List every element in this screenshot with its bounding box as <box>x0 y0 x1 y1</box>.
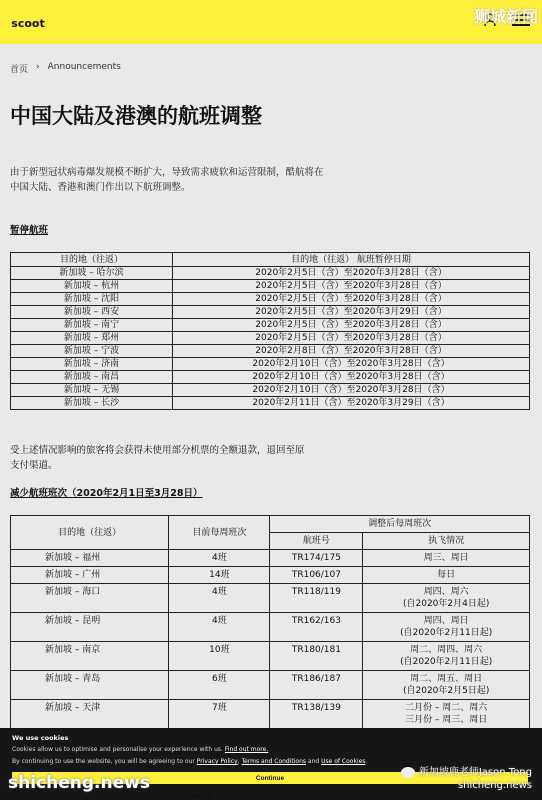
page-title: 中国大陆及港澳的航班调整 <box>10 104 262 128</box>
intro-text: 由于新型冠状病毒爆发规模不断扩大，导致需求疲软和运营限制，酷航将在中国大陆、香港和澳门作出以下航班调整。 <box>10 167 324 193</box>
feedback-button[interactable]: FEEDBACK <box>174 792 213 800</box>
reduced-heading: 减少航班班次（2020年2月1日至3月28日） <box>10 488 203 499</box>
cell-destination: 新加坡 – 无锡 <box>11 384 173 397</box>
cell-destination: 新加坡 – 昆明 <box>11 613 169 642</box>
cell-suspension-dates: 2020年2月5日（含）至2020年3月28日（含） <box>173 319 530 332</box>
cell-suspension-dates: 2020年2月5日（含）至2020年3月29日（含） <box>173 306 530 319</box>
table-row <box>11 700 530 729</box>
cell-current-frequency: 4班 <box>169 613 270 642</box>
table-row <box>11 397 530 410</box>
status-line: 周二、周四、周六 <box>410 645 483 655</box>
table-row <box>11 550 530 567</box>
breadcrumb-current[interactable]: Announcements <box>47 62 121 72</box>
cell-flight-number: TR186/187 <box>270 671 363 700</box>
status-line: 周二、周五、周日 <box>410 674 483 684</box>
cookie-line-1 <box>12 746 268 753</box>
watermark-bottom-left: shicheng.news <box>8 773 150 793</box>
cell-current-frequency: 4班 <box>169 550 270 567</box>
cell-destination: 新加坡 – 福州 <box>11 550 169 567</box>
cell-suspension-dates: 2020年2月5日（含）至2020年3月28日（含） <box>173 267 530 280</box>
cell-flight-number: TR162/163 <box>270 613 363 642</box>
cell-destination: 新加坡 – 南京 <box>11 642 169 671</box>
cell-destination: 新加坡 – 天津 <box>11 700 169 729</box>
status-line: 每日 <box>437 570 456 580</box>
status-line: 二月份 – 周二、周六 <box>405 703 488 713</box>
cell-suspension-dates: 2020年2月10日（含）至2020年3月28日（含） <box>173 371 530 384</box>
cell-flight-number: TR118/119 <box>270 584 363 613</box>
status-line: 周四、周日 <box>423 616 469 626</box>
cookie-heading: We use cookies <box>12 734 69 742</box>
table-row <box>11 358 530 371</box>
cell-flight-number: TR138/139 <box>270 700 363 729</box>
cell-operation-status <box>363 642 530 671</box>
status-line: (自2020年2月11日起) <box>400 628 493 638</box>
watermark-top: 狮城新闻 <box>473 7 538 26</box>
cell-destination: 新加坡 – 西安 <box>11 306 173 319</box>
column-header-adjusted: 调整后每周班次 <box>270 516 530 533</box>
wechat-icon <box>401 767 415 778</box>
table-row <box>11 293 530 306</box>
header-bar <box>0 0 542 44</box>
column-header-flight: 航班号 <box>270 533 363 550</box>
cell-suspension-dates: 2020年2月5日（含）至2020年3月28日（含） <box>173 332 530 345</box>
cell-suspension-dates: 2020年2月10日（含）至2020年3月28日（含） <box>173 358 530 371</box>
privacy-policy-link[interactable]: Privacy Policy <box>196 758 238 765</box>
cell-flight-number: TR180/181 <box>270 642 363 671</box>
cell-operation-status <box>363 700 530 729</box>
cell-destination: 新加坡 – 济南 <box>11 358 173 371</box>
cell-operation-status <box>363 567 530 584</box>
cell-flight-number: TR174/175 <box>270 550 363 567</box>
status-line: (自2020年2月11日起) <box>400 657 493 667</box>
status-line: 周三、周日 <box>423 553 469 563</box>
cell-destination: 新加坡 – 宁波 <box>11 345 173 358</box>
refund-text: 受上述情况影响的旅客将会获得未使用部分机票的全额退款，退回至原支付渠道。 <box>10 445 305 471</box>
find-out-more-link[interactable]: Find out more. <box>224 746 269 753</box>
scoot-logo[interactable]: scoot <box>6 6 50 40</box>
table-row <box>11 345 530 358</box>
breadcrumb-separator-icon: › <box>36 62 40 72</box>
cell-operation-status <box>363 671 530 700</box>
reduced-table <box>10 515 530 729</box>
watermark-site: shicheng.news <box>457 780 532 791</box>
table-row <box>11 280 530 293</box>
column-header: 目的地（往返） 航班暂停日期 <box>173 253 530 267</box>
watermark-bottom-right <box>401 766 532 792</box>
watermark-author: 新加坡鹿老师Jason Tong <box>418 767 532 778</box>
cell-current-frequency: 7班 <box>169 700 270 729</box>
breadcrumb-home[interactable]: 首页 <box>10 65 29 75</box>
cell-destination: 新加坡 – 广州 <box>11 567 169 584</box>
cell-destination: 新加坡 – 长沙 <box>11 397 173 410</box>
cell-destination: 新加坡 – 杭州 <box>11 280 173 293</box>
status-line: 三月份 – 周三、周日 <box>405 715 488 725</box>
cell-suspension-dates: 2020年2月11日（含）至2020年3月29日（含） <box>173 397 530 410</box>
cell-operation-status <box>363 613 530 642</box>
table-row <box>11 642 530 671</box>
cell-current-frequency: 14班 <box>169 567 270 584</box>
suspended-table <box>10 252 530 410</box>
table-row <box>11 371 530 384</box>
table-header-row <box>11 253 530 267</box>
cell-flight-number: TR106/107 <box>270 567 363 584</box>
table-row <box>11 384 530 397</box>
table-row <box>11 671 530 700</box>
cell-destination: 新加坡 – 郑州 <box>11 332 173 345</box>
cookie-text-2: By continuing to use the website, you will be agreeing to our <box>12 758 195 765</box>
column-header-dest: 目的地（往返） <box>11 516 169 550</box>
status-line: (自2020年2月5日起) <box>402 686 490 696</box>
column-header-current: 目前每周班次 <box>169 516 270 550</box>
cell-suspension-dates: 2020年2月5日（含）至2020年3月28日（含） <box>173 280 530 293</box>
cell-current-frequency: 10班 <box>169 642 270 671</box>
continue-button[interactable]: Continue <box>12 772 528 784</box>
cell-suspension-dates: 2020年2月5日（含）至2020年3月28日（含） <box>173 293 530 306</box>
use-of-cookies-link[interactable]: Use of Cookies <box>321 758 366 765</box>
cell-operation-status <box>363 550 530 567</box>
cell-destination: 新加坡 – 海口 <box>11 584 169 613</box>
table-row <box>11 306 530 319</box>
table-row <box>11 319 530 332</box>
table-row <box>11 567 530 584</box>
cell-operation-status <box>363 584 530 613</box>
status-line: 周四、周六 <box>423 587 469 597</box>
suspended-heading: 暂停航班 <box>10 225 49 236</box>
cell-current-frequency: 4班 <box>169 584 270 613</box>
cookie-line-2: By continuing to use the website, you will be agreeing to our Privacy Policy, Terms and Conditions and Use of Cookies. <box>12 758 368 765</box>
table-row <box>11 613 530 642</box>
cookie-text-1: Cookies allow us to optimise and personalise your experience with us. <box>12 746 223 753</box>
status-line: (自2020年2月4日起) <box>402 599 490 609</box>
table-row <box>11 584 530 613</box>
cell-destination: 新加坡 – 南昌 <box>11 371 173 384</box>
cell-current-frequency: 6班 <box>169 671 270 700</box>
table-row <box>11 267 530 280</box>
table-row <box>11 332 530 345</box>
table-header-row <box>11 516 530 533</box>
cell-destination: 新加坡 – 南宁 <box>11 319 173 332</box>
column-header: 目的地（往返） <box>11 253 173 267</box>
cell-suspension-dates: 2020年2月8日（含）至2020年3月28日（含） <box>173 345 530 358</box>
cell-destination: 新加坡 – 哈尔滨 <box>11 267 173 280</box>
breadcrumb <box>10 62 121 75</box>
terms-link[interactable]: Terms and Conditions <box>241 758 307 765</box>
cell-destination: 新加坡 – 沈阳 <box>11 293 173 306</box>
column-header-status: 执飞情况 <box>363 533 530 550</box>
cell-destination: 新加坡 – 青岛 <box>11 671 169 700</box>
cell-suspension-dates: 2020年2月10日（含）至2020年3月28日（含） <box>173 384 530 397</box>
